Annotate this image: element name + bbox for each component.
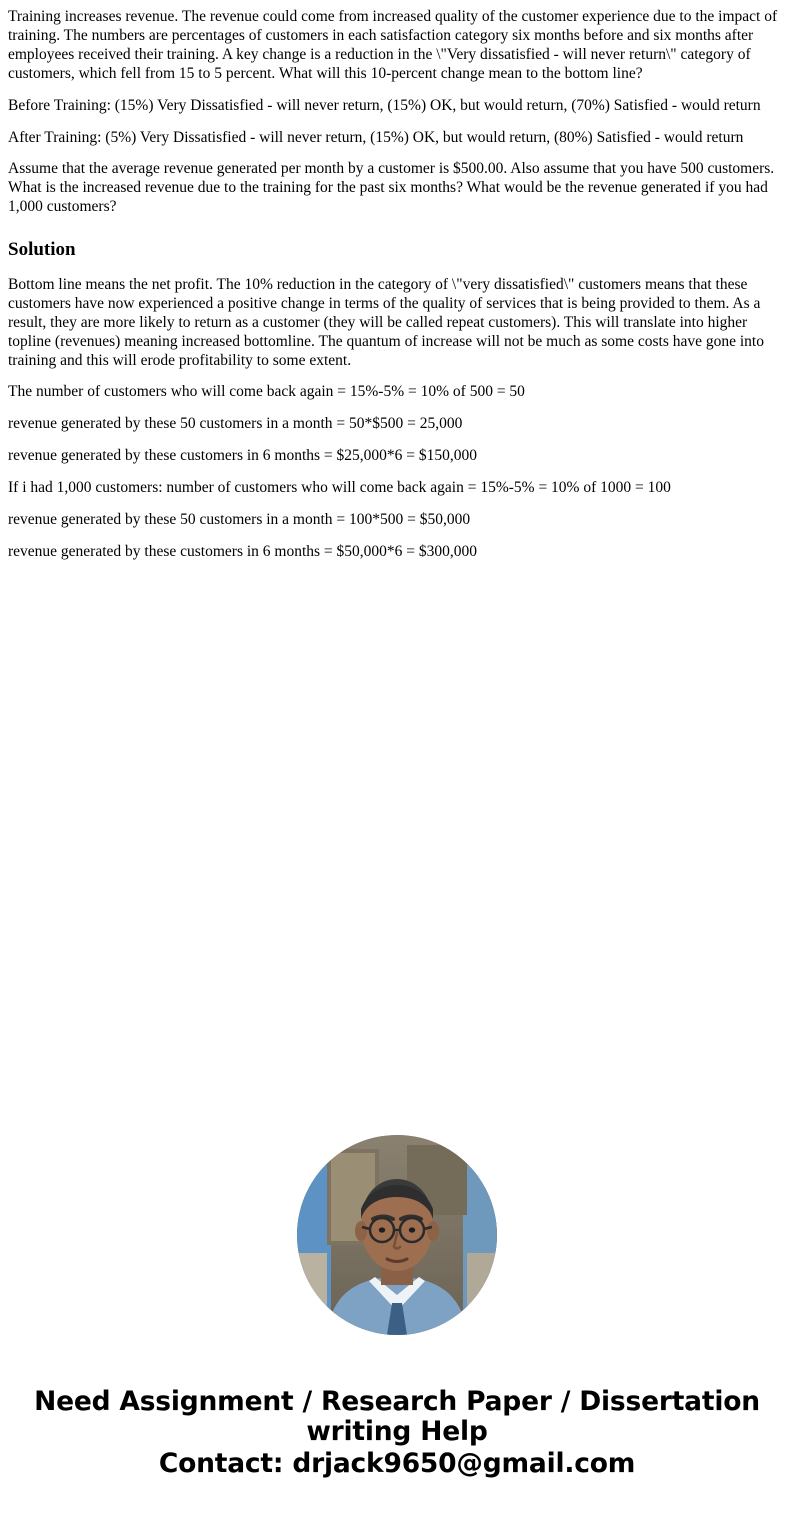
solution-heading: Solution <box>8 239 76 261</box>
document-page <box>0 8 794 1531</box>
solution-paragraph-5: If i had 1,000 customers: number of customers who will come back again = 15%-5% = 10% of 1000 = 100 <box>8 479 671 497</box>
question-paragraph-1: Training increases revenue. The revenue could come from increased quality of the customer experience due to the impact of training. The numbers are percentages of customers in each satisfaction category six months before and six months after employees received their training. A key change is a reduction in the \"Very dissatisfied - will never return\" category of customers, which fell from 15 to 5 percent. What will this 10-percent change mean to the bottom line? <box>8 8 778 82</box>
footer-line-2: writing Help <box>306 1416 488 1448</box>
solution-paragraph-7: revenue generated by these customers in 6 months = $50,000*6 = $300,000 <box>8 543 478 561</box>
footer-banner <box>8 1387 786 1480</box>
blank-space <box>8 575 786 1135</box>
avatar-container <box>8 1135 786 1335</box>
footer-contact: Contact: drjack9650@gmail.com <box>158 1448 636 1480</box>
avatar <box>297 1135 497 1335</box>
solution-paragraph-4: revenue generated by these customers in 6 months = $25,000*6 = $150,000 <box>8 447 478 465</box>
solution-paragraph-6: revenue generated by these 50 customers in a month = 100*500 = $50,000 <box>8 511 471 529</box>
assumption-paragraph: Assume that the average revenue generated per month by a customer is $500.00. Also assume that you have 500 customers. What is the increased revenue due to the training for the past six months? What would be the revenue generated if you had 1,000 customers? <box>8 160 775 216</box>
solution-paragraph-2: The number of customers who will come back again = 15%-5% = 10% of 500 = 50 <box>8 383 525 401</box>
solution-paragraph-3: revenue generated by these 50 customers in a month = 50*$500 = 25,000 <box>8 415 463 433</box>
after-training-paragraph: After Training: (5%) Very Dissatisfied - will never return, (15%) OK, but would return, (80%) Satisfied - would return <box>8 128 744 146</box>
before-training-paragraph: Before Training: (15%) Very Dissatisfied - will never return, (15%) OK, but would return, (70%) Satisfied - would return <box>8 96 761 114</box>
footer-line-1: Need Assignment / Research Paper / Dissertation <box>34 1385 760 1417</box>
solution-paragraph-1: Bottom line means the net profit. The 10% reduction in the category of \"very dissatisfied\" customers means that these customers have now experienced a positive change in terms of the quality of services that is being provided to them. As a result, they are more likely to return as a customer (they will be called repeat customers). This will translate into higher topline (revenues) meaning increased bottomline. The quantum of increase will not be much as some costs have gone into training and this will erode profitability to some extent. <box>8 275 764 369</box>
